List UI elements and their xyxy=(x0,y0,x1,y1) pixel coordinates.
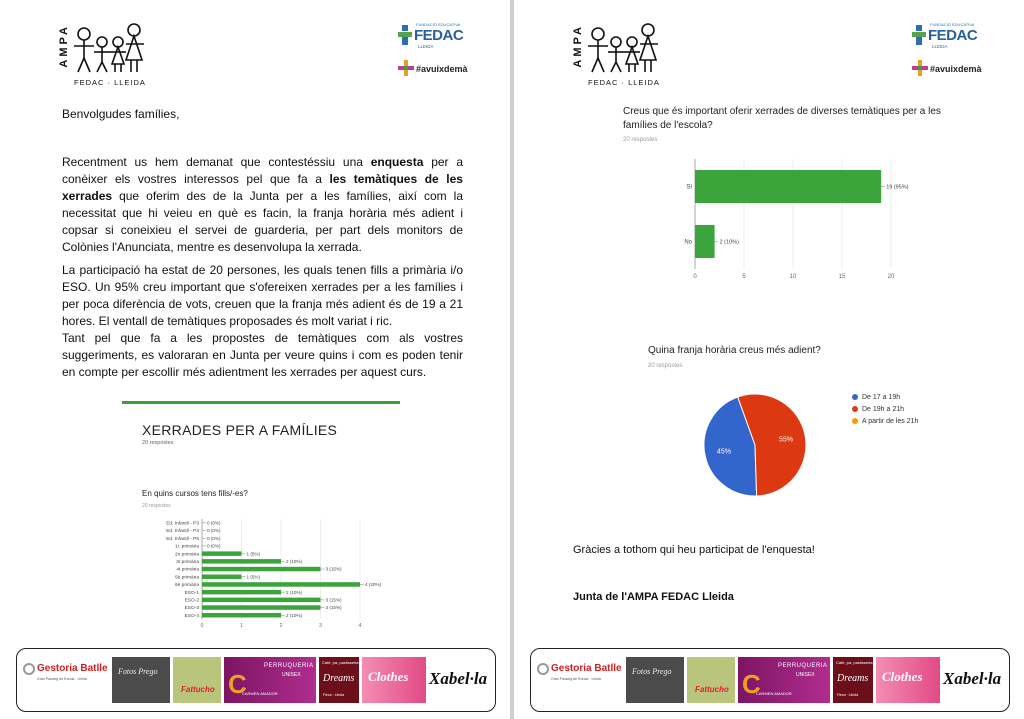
sponsors-bar xyxy=(16,648,496,712)
hashtag-text: #avuixdemà xyxy=(416,64,468,74)
sponsor-perruqueria-sub: CARMEN AMADOR xyxy=(242,691,278,696)
question-timeslot-responses: 20 respostes xyxy=(648,363,683,369)
sponsor-gestoria-info: Gran Passeig de Ronda · Lleida xyxy=(551,677,601,681)
category-label: ESO-2 xyxy=(184,598,199,604)
value-label: 3 (15%) xyxy=(325,605,342,611)
paragraph-participation: La participació ha estat de 20 persones, les quals tenen fills a primària i/o ESO. Un 95% creu important que s'ofereixen xerrades per a les famílies i per poca diferència de vots, creuen que la franja més adient és de 19 a 21 hores. El ventall de temàtiques proposades és molt variat i ric. xyxy=(62,263,463,328)
value-label: 0 (0%) xyxy=(207,520,221,526)
hashtag-mark-icon xyxy=(912,60,928,76)
sponsor-dreams-top: Cafè, pa, pastisseria xyxy=(836,660,873,665)
category-label: ESO-1 xyxy=(184,590,199,596)
sponsor-perruqueria-name: PERRUQUERIA xyxy=(264,663,314,669)
fedac-logo xyxy=(398,22,468,82)
greeting: Benvolgudes famílies, xyxy=(62,107,180,121)
x-tick-label: 0 xyxy=(200,623,204,630)
question-importance-responses: 20 respostes xyxy=(623,137,658,143)
category-label: 1r. primària xyxy=(175,544,199,550)
sponsor-gestoria-name: Gestoria Batlle xyxy=(551,663,622,674)
thanks-text: Gràcies a tothom qui heu participat de l'enquesta! xyxy=(573,544,815,556)
category-label: Sí xyxy=(686,184,692,191)
legend-item xyxy=(852,415,918,427)
bar xyxy=(202,551,242,556)
sponsor-foto-name: Fotos Prego xyxy=(118,667,158,676)
sponsor-clothes-name: Clothes xyxy=(368,669,409,684)
fedac-city: LLEIDA xyxy=(418,44,434,49)
category-label: Ed. Infantil - P4 xyxy=(166,529,199,535)
category-label: 6è primària xyxy=(175,583,199,589)
question-courses-responses: 20 respostes xyxy=(142,503,171,509)
legend-item xyxy=(852,403,918,415)
sponsor-foto-logo xyxy=(112,657,170,703)
sponsor-dreams-logo xyxy=(833,657,873,703)
legend-swatch xyxy=(852,394,858,400)
sponsor-dreams-sub: Fleca · Lleida xyxy=(837,693,859,697)
x-tick-label: 2 xyxy=(279,623,283,630)
sponsor-dreams-name: Dreams xyxy=(323,673,355,684)
sponsor-xabel-name: Xabel·la xyxy=(429,669,488,688)
sponsor-gestoria-info: Gran Passeig de Ronda · Lleida xyxy=(37,677,87,681)
fedac-mark-icon xyxy=(398,25,412,45)
fedac-name: FEDAC xyxy=(928,27,978,44)
category-label: No xyxy=(684,239,692,246)
paragraph-proposals: Tant pel que fa a les propostes de temàtiques com als vostres suggeriments, es valoraran en Junta per veure quins i com es poden tenir en compte per escollir més adientment les xerrades per aquest curs. xyxy=(62,331,463,379)
legend-label: A partir de les 21h xyxy=(862,417,919,425)
perruqueria-mark-icon: C xyxy=(228,669,247,699)
sponsor-foto-logo xyxy=(626,657,684,703)
fedac-city: LLEIDA xyxy=(932,44,948,49)
bar xyxy=(202,590,281,595)
timeslot-legend xyxy=(852,391,918,427)
value-label: 0 (0%) xyxy=(207,528,221,534)
ampa-logo xyxy=(58,20,148,90)
value-label: 2 (10%) xyxy=(719,239,739,246)
sponsor-perruqueria-unisex: UNISEX xyxy=(796,672,815,678)
x-tick-label: 20 xyxy=(887,274,895,280)
value-label: 19 (95%) xyxy=(886,184,909,191)
category-label: 4t primària xyxy=(176,567,199,573)
value-label: 3 (15%) xyxy=(325,597,342,603)
timeslot-pie-chart xyxy=(690,380,820,510)
sponsor-clothes-name: Clothes xyxy=(882,669,923,684)
ampa-footer-text: FEDAC · LLEIDA xyxy=(588,78,660,87)
x-tick-label: 15 xyxy=(838,274,846,280)
value-label: 3 (15%) xyxy=(325,566,342,572)
value-label: 4 (20%) xyxy=(365,582,382,588)
sponsor-fattucho-logo xyxy=(173,657,221,703)
bar xyxy=(202,567,321,572)
bar xyxy=(202,613,281,618)
sponsor-dreams-sub: Fleca · Lleida xyxy=(323,693,345,697)
legend-swatch xyxy=(852,406,858,412)
x-tick-label: 5 xyxy=(742,274,746,280)
sponsor-clothes-logo xyxy=(362,657,426,703)
legend-label: De 17 a 19h xyxy=(862,393,901,401)
slice-label: 55% xyxy=(779,436,794,444)
bar xyxy=(202,559,281,564)
page-left xyxy=(0,0,510,719)
value-label: 1 (5%) xyxy=(246,574,261,580)
hashtag-mark-icon xyxy=(398,60,414,76)
family-drawing-icon xyxy=(72,20,146,76)
legend-label: De 19h a 21h xyxy=(862,405,905,413)
bar xyxy=(695,170,881,203)
bar xyxy=(202,575,242,580)
bar xyxy=(695,225,715,258)
sponsor-xabel-logo xyxy=(429,657,495,703)
category-label: ESO-4 xyxy=(184,613,199,619)
survey-responses: 20 respostes xyxy=(142,440,174,446)
x-tick-label: 10 xyxy=(789,274,797,280)
question-importance-title: Creus que és important oferir xerrades de diverses temàtiques per a les famílies de l'escola? xyxy=(623,106,941,131)
x-tick-label: 4 xyxy=(358,623,362,630)
sponsors-bar xyxy=(530,648,1010,712)
perruqueria-mark-icon: C xyxy=(742,669,761,699)
ampa-footer-text: FEDAC · LLEIDA xyxy=(74,78,146,87)
sponsor-fattucho-name: Fattucho xyxy=(695,685,729,694)
signature: Junta de l'AMPA FEDAC Lleida xyxy=(573,591,734,603)
sponsor-dreams-logo xyxy=(319,657,359,703)
category-label: Ed. Infantil - P3 xyxy=(166,521,199,527)
slice-label: 45% xyxy=(716,448,731,456)
sponsor-gestoria-name: Gestoria Batlle xyxy=(37,663,108,674)
category-label: 2n primària xyxy=(175,552,199,558)
sponsor-perruqueria-sub: CARMEN AMADOR xyxy=(756,691,792,696)
value-label: 0 (0%) xyxy=(207,543,221,549)
fedac-name: FEDAC xyxy=(414,27,464,44)
survey-title: XERRADES PER A FAMÍLIES xyxy=(142,422,338,438)
fedac-logo xyxy=(912,22,982,82)
gestoria-mark-icon xyxy=(537,663,549,675)
paragraph-intro: Recentment us hem demanat que contestéssiu una enquesta per a conèixer els vostres interessos pel que fa a les temàtiques de les xerrades que oferim des de la Junta per a les famílies, així com la necessitat que hi veieu en què es facin, la franja horària més adient i copsar si coneixieu el servei de guarderia, per part dels monitors de Colònies l'Anunciata, mentre es desenvolupa la xerrada. xyxy=(62,155,464,254)
sponsor-dreams-name: Dreams xyxy=(837,673,869,684)
survey-header-line xyxy=(122,401,400,404)
ampa-side-text: AMPA xyxy=(572,24,584,68)
sponsor-gestoria-logo xyxy=(23,657,109,703)
gestoria-mark-icon xyxy=(23,663,35,675)
bar xyxy=(202,598,321,603)
sponsor-xabel-name: Xabel·la xyxy=(943,669,1002,688)
x-tick-label: 1 xyxy=(240,623,243,630)
category-label: ESO-3 xyxy=(184,606,199,612)
sponsor-fattucho-name: Fattucho xyxy=(181,685,215,694)
bar xyxy=(202,605,321,610)
ampa-side-text: AMPA xyxy=(58,24,70,68)
fedac-mark-icon xyxy=(912,25,926,45)
importance-bar-chart xyxy=(665,155,909,285)
value-label: 1 (5%) xyxy=(246,551,261,557)
sponsor-dreams-top: Cafè, pa, pastisseria xyxy=(322,660,359,665)
question-timeslot-title: Quina franja horària creus més adient? xyxy=(648,345,821,356)
fedac-small-text: FUNDACIÓ EDUCATIVA xyxy=(930,22,975,27)
category-label: 5è primària xyxy=(175,575,199,581)
sponsor-perruqueria-name: PERRUQUERIA xyxy=(778,663,828,669)
value-label: 2 (10%) xyxy=(286,612,303,618)
sponsor-fattucho-logo xyxy=(687,657,735,703)
courses-bar-chart xyxy=(140,517,400,635)
sponsor-foto-name: Fotos Prego xyxy=(632,667,672,676)
ampa-logo xyxy=(572,20,662,90)
category-label: Ed. Infantil - P5 xyxy=(166,536,199,542)
value-label: 0 (0%) xyxy=(207,535,221,541)
sponsor-xabel-logo xyxy=(943,657,1009,703)
value-label: 2 (10%) xyxy=(286,558,303,564)
x-tick-label: 0 xyxy=(693,274,697,280)
fedac-small-text: FUNDACIÓ EDUCATIVA xyxy=(416,22,461,27)
legend-swatch xyxy=(852,418,858,424)
legend-item xyxy=(852,391,918,403)
sponsor-perruqueria-logo xyxy=(224,657,316,703)
value-label: 2 (10%) xyxy=(286,589,303,595)
sponsor-clothes-logo xyxy=(876,657,940,703)
sponsor-gestoria-logo xyxy=(537,657,623,703)
x-tick-label: 3 xyxy=(319,623,322,630)
hashtag-text: #avuixdemà xyxy=(930,64,982,74)
sponsor-perruqueria-unisex: UNISEX xyxy=(282,672,301,678)
bar xyxy=(202,582,360,587)
sponsor-perruqueria-logo xyxy=(738,657,830,703)
category-label: 3r primària xyxy=(176,560,199,566)
family-drawing-icon xyxy=(586,20,660,76)
question-courses-title: En quins cursos tens fills/-es? xyxy=(142,489,248,498)
